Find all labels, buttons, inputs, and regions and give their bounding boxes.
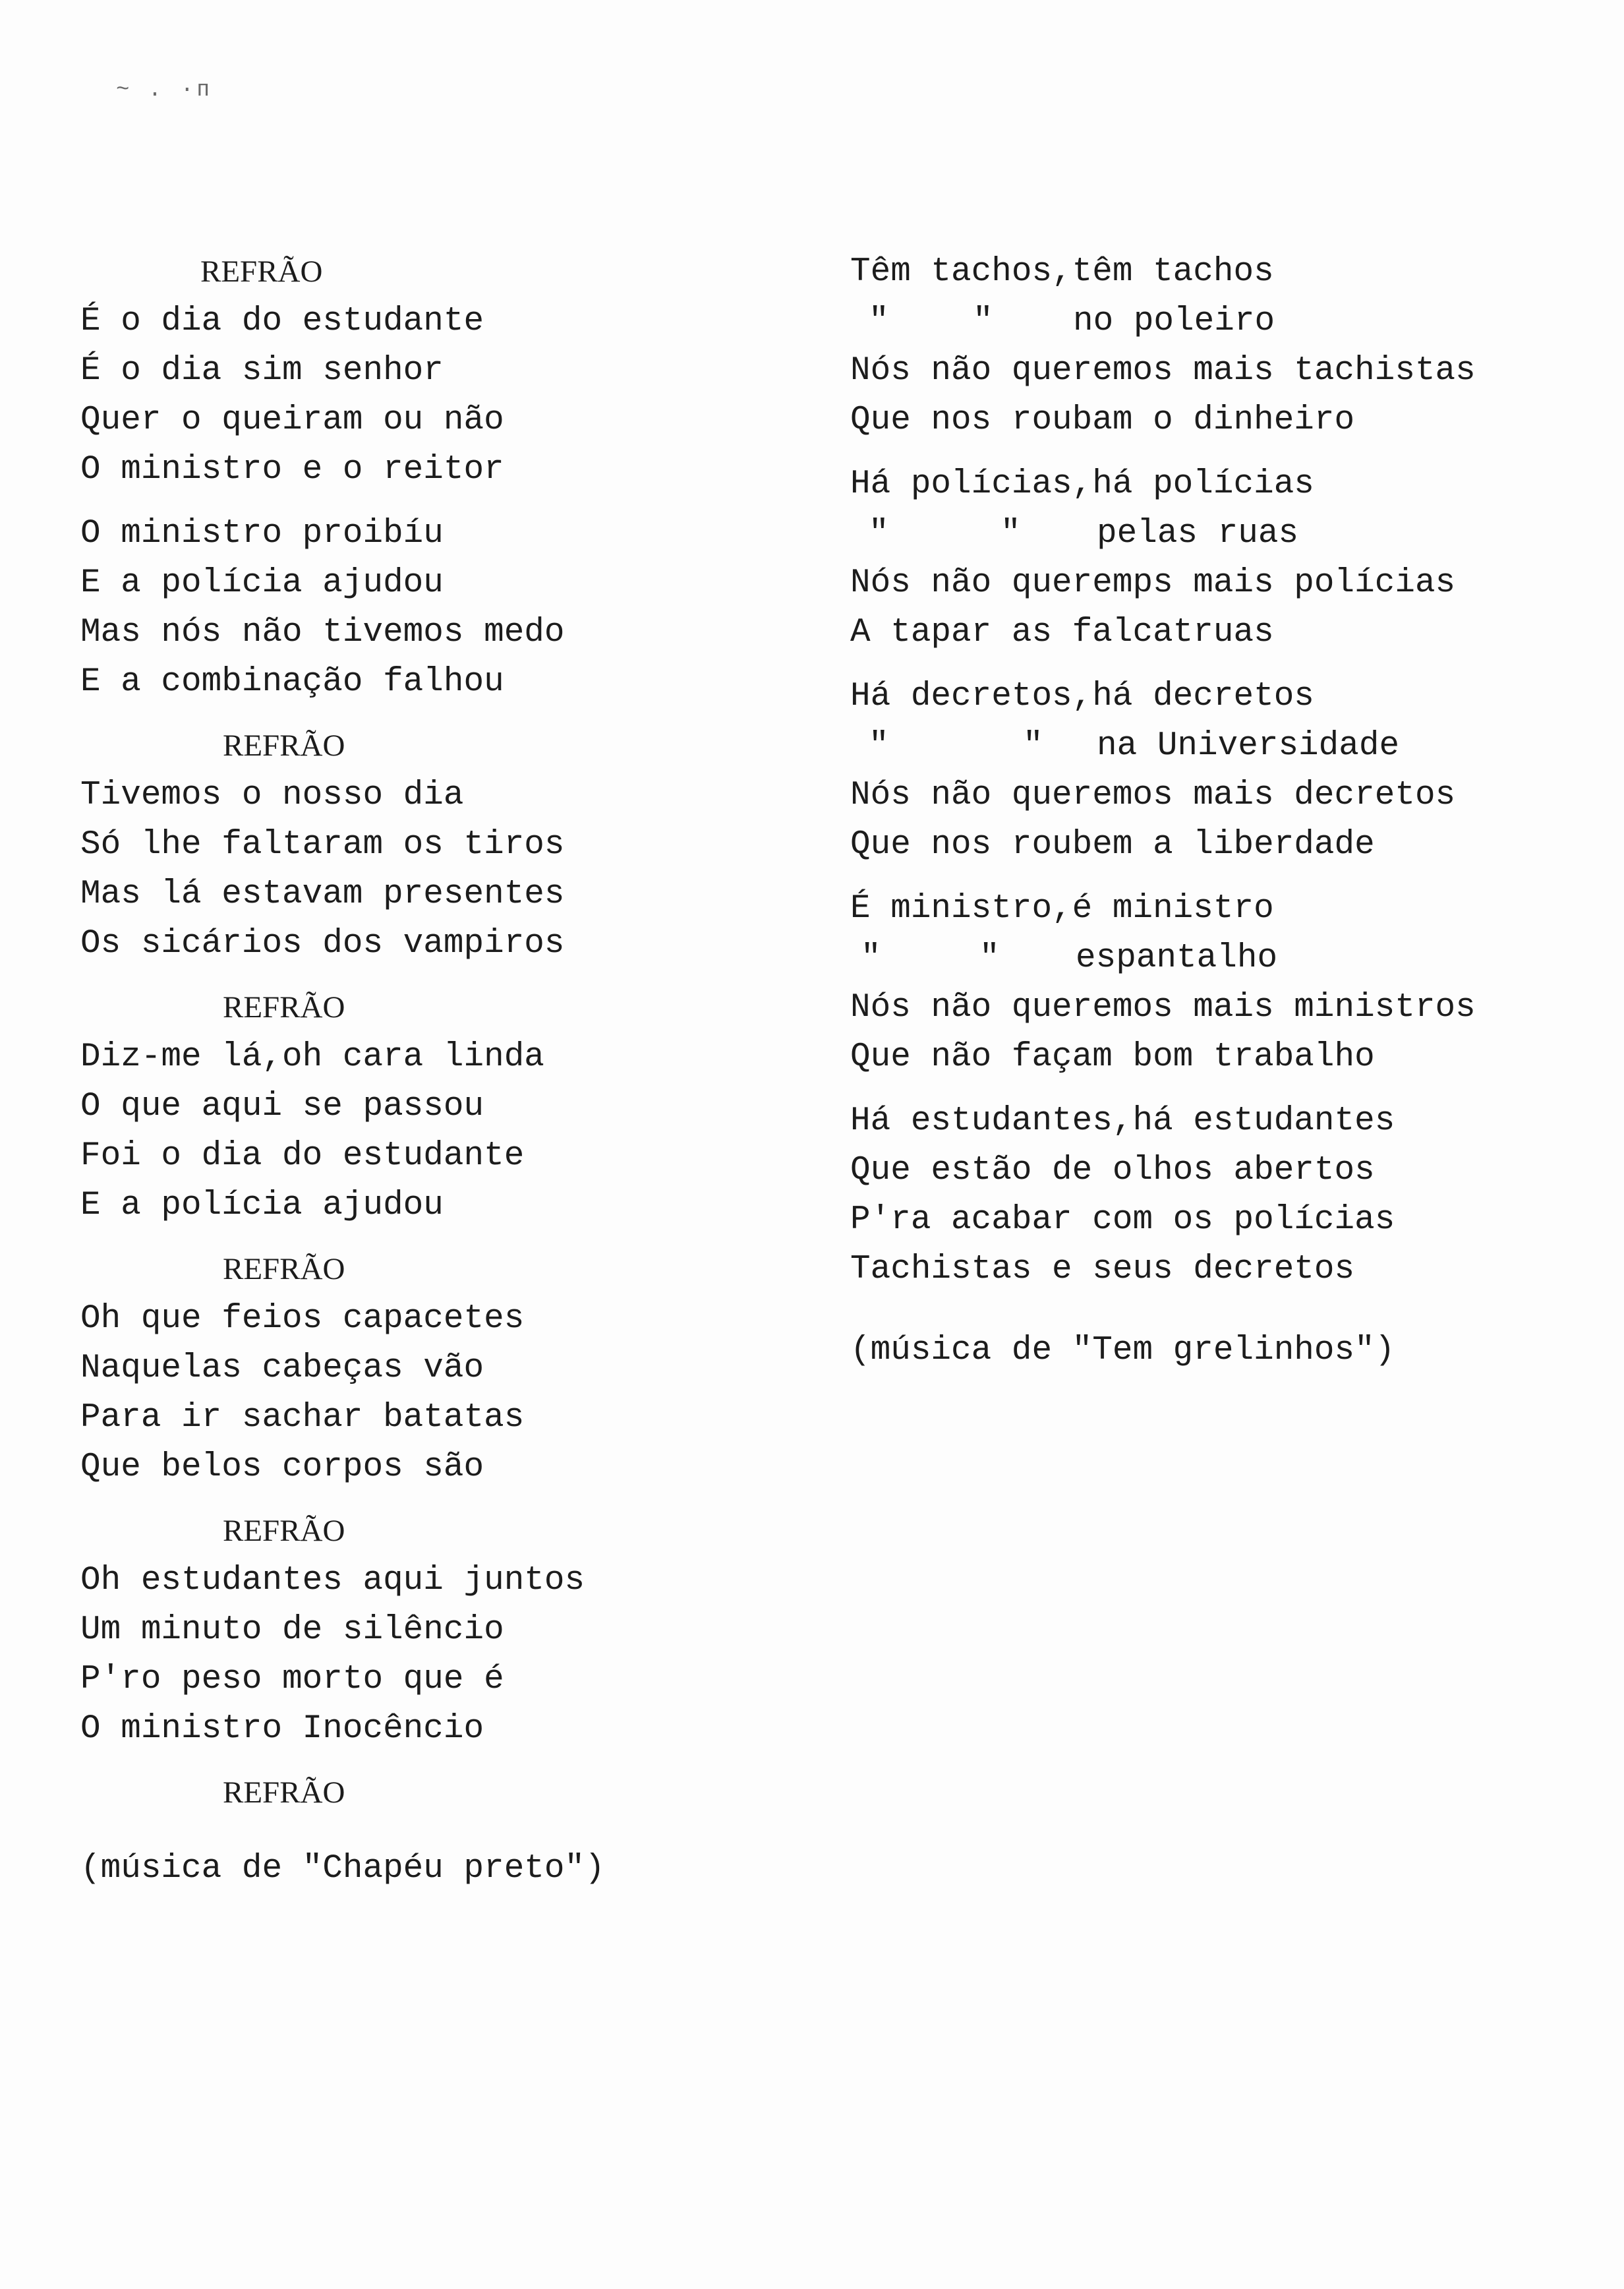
ditto-line — [850, 934, 1588, 983]
music-credit: (música de "Tem grelinhos") — [850, 1332, 1395, 1369]
right-column — [850, 247, 1588, 1375]
ditto-mark: " — [979, 939, 1000, 977]
refrain-label: REFRÃO — [223, 728, 345, 763]
music-credit: (música de "Chapéu preto") — [80, 1850, 605, 1888]
verse-line: Nós não queremps mais polícias — [850, 564, 1456, 602]
verse-line: O ministro proibíu — [80, 515, 444, 552]
ditto-mark: " — [869, 727, 889, 765]
ditto-mark: " — [861, 939, 881, 977]
refrain-label: REFRÃO — [223, 1252, 345, 1286]
verse-line: Nós não queremos mais decretos — [850, 777, 1456, 814]
verse-line: Oh que feios capacetes — [80, 1300, 525, 1338]
verse-line: Nós não queremos mais ministros — [850, 989, 1476, 1026]
refrain-label: REFRÃO — [223, 1775, 345, 1810]
ditto-mark: " — [869, 515, 889, 552]
verse-fragment: pelas ruas — [1097, 515, 1299, 552]
verse-line: Que nos roubem a liberdade — [850, 826, 1375, 864]
verse-line: Há estudantes,há estudantes — [850, 1102, 1395, 1140]
verse-line: Quer o queiram ou não — [80, 401, 504, 439]
verse-line: Os sicários dos vampiros — [80, 925, 565, 963]
ditto-line — [850, 509, 1588, 558]
verse-line: Naquelas cabeças vão — [80, 1350, 484, 1387]
verse-line: Diz-me lá,oh cara linda — [80, 1038, 544, 1076]
stanza — [80, 1032, 772, 1230]
verse-line: Há polícias,há polícias — [850, 465, 1314, 503]
verse-line: Que nos roubam o dinheiro — [850, 401, 1355, 439]
verse-line: Tachistas e seus decretos — [850, 1251, 1355, 1288]
verse-line: E a polícia ajudou — [80, 564, 444, 602]
verse-line: Um minuto de silêncio — [80, 1611, 504, 1649]
verse-line: Nós não queremos mais tachistas — [850, 352, 1476, 390]
verse-line: O ministro Inocêncio — [80, 1710, 484, 1748]
refrain-label: REFRÃO — [200, 254, 323, 289]
stanza — [80, 771, 772, 968]
verse-line: Que estão de olhos abertos — [850, 1152, 1375, 1189]
stanza — [850, 247, 1588, 445]
verse-line: A tapar as falcatruas — [850, 614, 1274, 651]
verse-line: Têm tachos,têm tachos — [850, 253, 1274, 291]
stanza — [80, 1556, 772, 1754]
ditto-mark: " — [973, 303, 993, 340]
verse-line: É ministro,é ministro — [850, 890, 1274, 928]
refrain-label: REFRÃO — [223, 1514, 345, 1548]
verse-line: Que não façam bom trabalho — [850, 1038, 1375, 1076]
header-mark: ~ . ·ᴨ — [116, 78, 213, 103]
ditto-mark: " — [1000, 515, 1021, 552]
stanza — [80, 1294, 772, 1492]
verse-fragment: na Universidade — [1097, 727, 1400, 765]
verse-line: E a combinação falhou — [80, 663, 504, 701]
verse-line: P'ra acabar com os polícias — [850, 1201, 1395, 1239]
verse-line: É o dia sim senhor — [80, 352, 444, 390]
ditto-mark: " — [1023, 727, 1043, 765]
left-column — [80, 247, 772, 1893]
refrain-label: REFRÃO — [223, 990, 345, 1025]
verse-fragment: no poleiro — [1073, 303, 1275, 340]
verse-line: Mas lá estavam presentes — [80, 876, 565, 913]
verse-line: Para ir sachar batatas — [80, 1399, 525, 1437]
ditto-line — [850, 297, 1588, 346]
verse-fragment: espantalho — [1076, 939, 1278, 977]
verse-line: P'ro peso morto que é — [80, 1661, 504, 1698]
verse-line: Foi o dia do estudante — [80, 1137, 525, 1175]
ditto-line — [850, 721, 1588, 771]
verse-line: Há decretos,há decretos — [850, 678, 1314, 715]
verse-line: Só lhe faltaram os tiros — [80, 826, 565, 864]
ditto-mark: " — [869, 303, 889, 340]
verse-line: Tivemos o nosso dia — [80, 777, 464, 814]
verse-line: É o dia do estudante — [80, 303, 484, 340]
verse-line: O ministro e o reitor — [80, 451, 504, 489]
stanza — [80, 297, 772, 494]
verse-line: O que aqui se passou — [80, 1088, 484, 1125]
stanza — [80, 509, 772, 707]
verse-line: Oh estudantes aqui juntos — [80, 1562, 585, 1599]
verse-line: Mas nós não tivemos medo — [80, 614, 565, 651]
verse-line: Que belos corpos são — [80, 1448, 484, 1486]
verse-line: E a polícia ajudou — [80, 1187, 444, 1224]
